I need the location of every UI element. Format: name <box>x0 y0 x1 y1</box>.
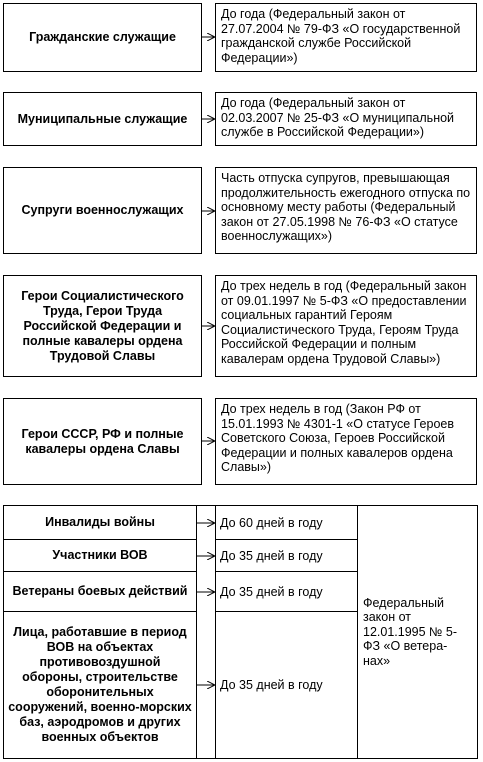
category-label: Ветераны боевых действий <box>12 584 188 598</box>
category-label: Супруги военнослужащих <box>21 203 184 217</box>
law-text: До года (Федеральный закон от 02.03.2007 № 25-ФЗ «О муниципальной службе в Российской Федерации») <box>221 96 455 139</box>
category-label: Инвалиды войны <box>45 515 155 529</box>
law-text: Федеральный закон от 12.01.1995 № 5-ФЗ «О ветеранах» <box>363 595 458 668</box>
duration-label: До 35 дней в году <box>220 678 323 692</box>
law-text: До года (Федеральный закон от 27.07.2004 № 79-ФЗ «О государственной гражданской службе Российской Федерации») <box>221 7 461 65</box>
duration-label: До 60 дней в году <box>220 515 323 530</box>
category-label: Лица, работавшие в период ВОВ на объектах противовоздушной обороны, строительстве оборонительных сооружений, военно-морских баз, аэродромов и других военных объектов <box>8 625 192 744</box>
category-label: Муниципальные служащие <box>17 111 188 126</box>
duration-label: До 35 дней в году <box>220 548 323 563</box>
category-label: Гражданские служащие <box>29 30 176 44</box>
law-text: До трех недель в год (Федеральный закон от 09.01.1997 № 5-ФЗ «О предоставлении социальных гарантий Героям Социалистического Труда, Героям Труда Российской Федерации и полным кавалерам ордена Трудовой Славы») <box>221 279 467 366</box>
law-text: До трех недель в год (Закон РФ от 15.01.1993 № 4301-1 «О статусе Героев Советского Союза, Героев Российской Федерации и полных кавалеров ордена Славы») <box>221 402 455 474</box>
category-label: Участники ВОВ <box>52 548 148 562</box>
duration-label: До 35 дней в году <box>220 584 323 599</box>
category-label: Герои СССР, РФ и полные кавалеры ордена Славы <box>21 426 184 456</box>
category-label: Герои Социалистического Труда, Герои Труда Российской Федерации и полные кавалеры ордена Трудовой Славы <box>21 288 184 363</box>
law-text: Часть отпуска супругов, превышающая продолжительность ежегодного отпуска по основному месту работы (Федеральный закон от 27.05.1998 № 76-ФЗ «О статусе военнослужащих») <box>221 171 471 243</box>
